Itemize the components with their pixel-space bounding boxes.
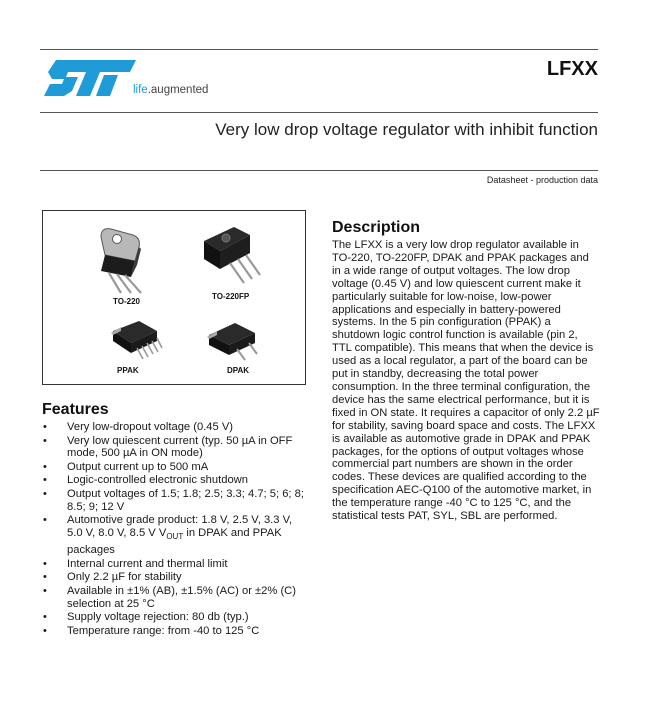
- tagline-prefix: life: [133, 84, 148, 96]
- features-heading: Features: [42, 401, 109, 418]
- package-label-to220fp: TO-220FP: [212, 292, 250, 301]
- subtitle-rule: [40, 170, 598, 171]
- header-rule: [40, 112, 598, 113]
- feature-item: • Only 2.2 µF for stability: [42, 571, 310, 584]
- feature-item: • Supply voltage rejection: 80 db (typ.): [42, 611, 310, 624]
- top-rule: [40, 49, 598, 50]
- feature-item: • Output voltages of 1.5; 1.8; 2.5; 3.3; 4.7; 5; 6; 8; 8.5; 9; 12 V: [42, 488, 310, 514]
- to220fp-package-icon: [200, 223, 264, 285]
- dpak-package-icon: [205, 317, 261, 361]
- package-label-ppak: PPAK: [117, 366, 139, 375]
- to220-package-icon: [95, 225, 157, 295]
- st-logo-icon: [42, 58, 138, 98]
- tagline: [133, 84, 208, 96]
- feature-item: • Output current up to 500 mA: [42, 461, 310, 474]
- feature-item: • Automotive grade product: 1.8 V, 2.5 V, 3.3 V, 5.0 V, 8.0 V, 8.5 V $V_{OUT}$ in DPAK and PPAK packages: [42, 514, 310, 557]
- feature-item: • Available in ±1% (AB), ±1.5% (AC) or ±2% (C) selection at 25 °C: [42, 585, 310, 611]
- package-images-box: [42, 210, 306, 385]
- feature-item: • Very low quiescent current (typ. 50 µA in OFF mode, 500 µA in ON mode): [42, 435, 310, 461]
- package-label-dpak: DPAK: [227, 366, 250, 375]
- description-body: The LFXX is a very low drop regulator available in TO-220, TO-220FP, DPAK and PPAK packages and in a wide range of output voltages. The low drop voltage (0.45 V) and low quiescent current make it particularly suitable for low-noise, low-power applications and especially in battery-powered systems. In the 5 pin configuration (PPAK) a shutdown logic control function is available (pin 2, TTL compatible). This means that when the device is used as a local regulator, a part of the board can be put in standby, decreasing the total power consumption. In the three terminal configuration, the device has the same electrical performance, but it is fixed in ON state. It requires a capacitor of only 2.2 µF for stability, saving board space and costs. The LFXX is available as automotive grade in DPAK and PPAK packages, for the options of output voltages whose commercial part numbers are shown in the order codes. These devices are qualified according to the specification AEC-Q100 of the automotive market, in the temperature range -40 °C to 125 °C, and the statistical tests PAT, SYL, SBL are performed.: [332, 239, 600, 523]
- feature-item: • Very low-dropout voltage (0.45 V): [42, 421, 310, 434]
- feature-item: • Logic-controlled electronic shutdown: [42, 474, 310, 487]
- features-list: [42, 421, 310, 638]
- feature-item: • Internal current and thermal limit: [42, 558, 310, 571]
- tagline-suffix: .augmented: [147, 84, 209, 96]
- product-name: LFXX: [546, 58, 598, 80]
- description-heading: Description: [332, 219, 421, 236]
- feature-item: • Temperature range: from -40 to 125 °C: [42, 625, 310, 638]
- package-label-to220: TO-220: [113, 297, 140, 306]
- document-type: Datasheet - production data: [486, 175, 598, 185]
- document-subtitle: Very low drop voltage regulator with inhibit function: [215, 120, 598, 139]
- ppak-package-icon: [107, 315, 163, 361]
